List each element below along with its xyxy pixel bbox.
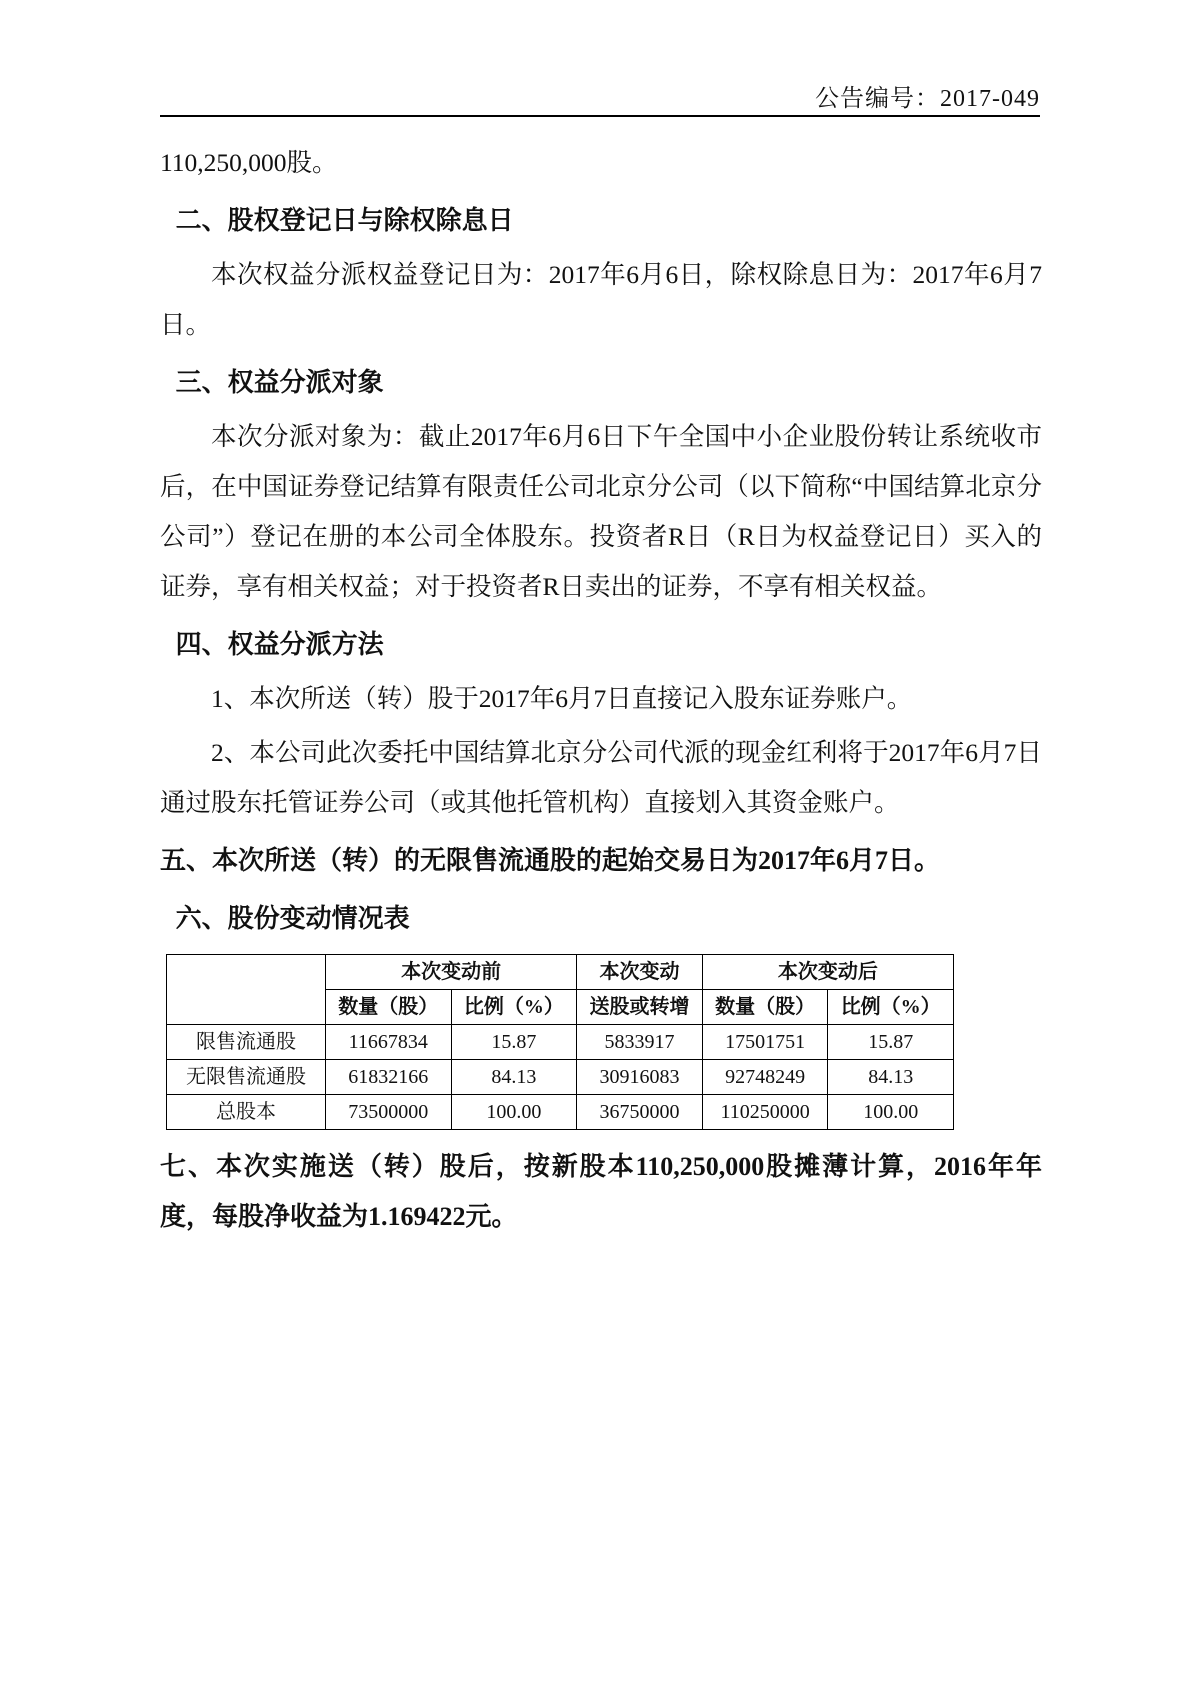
table-row (167, 1095, 954, 1130)
section-4-heading: 四、权益分派方法 (175, 630, 384, 659)
cell-before-qty: 11667834 (326, 1025, 452, 1060)
table-row (167, 1060, 954, 1095)
cell-after-qty: 110250000 (702, 1095, 828, 1130)
table-group-after: 本次变动后 (702, 955, 953, 990)
document-body (160, 138, 1042, 1242)
page-header (160, 78, 1040, 113)
section-3-paragraph: 本次分派对象为：截止2017年6月6日下午全国中小企业股份转让系统收市后，在中国证券登记结算有限责任公司北京分公司（以下简称“中国结算北京分公司”）登记在册的本公司全体股东。投资者R日（R日为权益登记日）买入的证券，享有相关权益；对于投资者R日卖出的证券，不享有相关权益。 (160, 422, 1042, 601)
table-group-header-row (167, 955, 954, 990)
cell-before-pct: 15.87 (451, 1025, 577, 1060)
table-header-after-qty: 数量（股） (702, 990, 828, 1025)
cell-before-qty: 73500000 (326, 1095, 452, 1130)
cell-change-send: 36750000 (577, 1095, 703, 1130)
cell-before-pct: 84.13 (451, 1060, 577, 1095)
cell-after-qty: 92748249 (702, 1060, 828, 1095)
section-6-heading: 六、股份变动情况表 (175, 904, 410, 933)
share-change-table (166, 954, 954, 1130)
cell-before-qty: 61832166 (326, 1060, 452, 1095)
continued-line: 110,250,000股。 (160, 148, 338, 177)
section-4-item-2: 2、本公司此次委托中国结算北京分公司代派的现金红利将于2017年6月7日通过股东托管证券公司（或其他托管机构）直接划入其资金账户。 (160, 738, 1042, 817)
cell-change-send: 5833917 (577, 1025, 703, 1060)
cell-after-pct: 100.00 (828, 1095, 954, 1130)
cell-after-pct: 15.87 (828, 1025, 954, 1060)
table-header-change-send: 送股或转增 (577, 990, 703, 1025)
section-7-paragraph: 七、本次实施送（转）股后，按新股本110,250,000股摊薄计算，2016年年度，每股净收益为1.169422元。 (160, 1152, 1042, 1231)
table-group-change: 本次变动 (577, 955, 703, 990)
notice-number: 公告编号：2017-049 (815, 86, 1040, 112)
table-header-before-pct: 比例（%） (451, 990, 577, 1025)
row-label: 总股本 (167, 1095, 326, 1130)
cell-before-pct: 100.00 (451, 1095, 577, 1130)
table-group-before: 本次变动前 (326, 955, 577, 990)
row-label: 限售流通股 (167, 1025, 326, 1060)
section-2-heading: 二、股权登记日与除权除息日 (175, 206, 514, 235)
cell-change-send: 30916083 (577, 1060, 703, 1095)
section-4-item-1: 1、本次所送（转）股于2017年6月7日直接记入股东证券账户。 (211, 684, 913, 713)
table-row (167, 1025, 954, 1060)
section-3-heading: 三、权益分派对象 (175, 368, 384, 397)
section-5-heading: 五、本次所送（转）的无限售流通股的起始交易日为2017年6月7日。 (160, 846, 941, 875)
section-2-paragraph: 本次权益分派权益登记日为：2017年6月6日，除权除息日为：2017年6月7日。 (160, 260, 1042, 339)
header-divider (160, 115, 1040, 117)
cell-after-qty: 17501751 (702, 1025, 828, 1060)
table-header-before-qty: 数量（股） (326, 990, 452, 1025)
table-header-after-pct: 比例（%） (828, 990, 954, 1025)
table-corner-cell (167, 955, 326, 1025)
row-label: 无限售流通股 (167, 1060, 326, 1095)
cell-after-pct: 84.13 (828, 1060, 954, 1095)
